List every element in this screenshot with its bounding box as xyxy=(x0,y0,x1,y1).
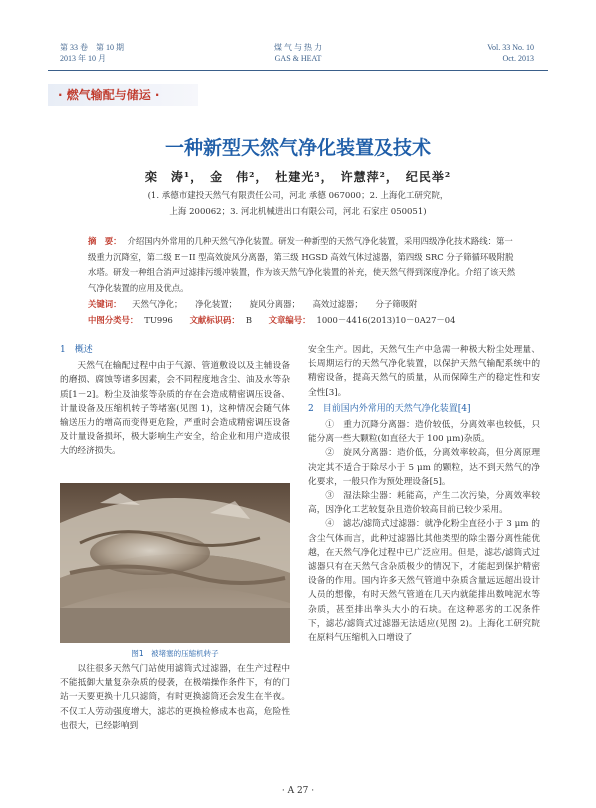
list-item: ② 旋风分离器：造价低，分离效率较高，但分离原理决定其不适合于除尽小于 5 μm 的颗粒，达不到天然气的净化要求，一般只作为预处理设备[5]。 xyxy=(308,448,540,487)
article-number-value: 1000－4416(2013)10－0A27－04 xyxy=(316,314,456,325)
journal-name-en: GAS & HEAT xyxy=(274,54,322,63)
keyword-item: 旋风分离器； xyxy=(249,299,300,309)
paragraph: 以往很多天然气门站使用滤筒式过滤器，在生产过程中不能抵御大量复杂杂质的侵袭，在极端操作条件下，有的门站一天要更换十几只滤筒，有时更换滤筒还会发生在半夜。不仅工人劳动强度增大，滤芯的更换检修成本也高，危险性也很大，已经影响到 xyxy=(60,664,290,731)
volume-issue-en: Vol. 33 No. 10 xyxy=(487,43,534,52)
keyword-item: 净化装置； xyxy=(195,299,237,309)
abstract-label: 摘 要： xyxy=(88,236,122,246)
section-heading: 1 概述 xyxy=(60,345,93,355)
keywords-label: 关键词： xyxy=(88,299,122,309)
figure-compressor-rotor xyxy=(60,483,290,643)
affiliation-line: 上海 200062；3. 河北机械进出口有限公司，河北 石家庄 050051) xyxy=(169,207,427,217)
journal-volume-en xyxy=(487,42,534,64)
affiliations xyxy=(80,188,516,220)
right-column xyxy=(308,343,540,645)
journal-name-cn: 煤 气 与 热 力 xyxy=(274,43,322,52)
issue-date: 2013 年 10 月 xyxy=(60,54,106,63)
volume-issue: 第 33 卷 第 10 期 xyxy=(60,43,124,52)
abstract xyxy=(88,234,518,296)
page-number: · A 27 · xyxy=(281,786,315,796)
section-tag: · 燃气输配与储运 · xyxy=(48,84,198,106)
affiliation-line: (1. 承德市建投天然气有限责任公司，河北 承德 067000；2. 上海化工研究院， xyxy=(147,191,449,201)
doc-code-label: 文献标识码： xyxy=(189,314,240,325)
figure-caption: 图1 被堵塞的压缩机转子 xyxy=(131,649,219,658)
author-list: 栾 涛¹， 金 伟²， 杜建光³， 许慧萍²， 纪民举² xyxy=(144,170,452,184)
clc-value: TU996 xyxy=(144,314,173,325)
left-column-continued xyxy=(60,662,290,733)
paragraph: 安全生产。因此，天然气生产中急需一种极大粉尘处理量、长周期运行的天然气净化装置，以保护天然气输配系统中的精密设备，提高天然气的质量，从而保障生产的稳定性和安全性[3]。 xyxy=(308,345,540,398)
section-heading: 2 目前国内外常用的天然气净化装置[4] xyxy=(308,403,471,414)
header-divider xyxy=(48,70,548,71)
keyword-item: 分子筛吸附 xyxy=(375,299,418,309)
list-item: ① 重力沉降分离器：造价较低，分离效率也较低，只能分离一些大颗粒(如直径大于 100 μm)杂质。 xyxy=(308,420,540,445)
list-item: ④ 滤芯/滤筒式过滤器：就净化粉尘直径小于 3 μm 的含尘气体而言，此种过滤器比其他类型的除尘器分离性能优越，在天然气净化过程中已广泛应用。但是，滤芯/滤筒式过滤器只有在天然气含杂质极少的情况下，才能起到保护精密设备的作用。国内许多天然气管道中杂质含量远远超出设计人员的想像，有时天然气管道在几天内就能排出数吨泥水等杂质，甚至排出拳头大小的石块。在这种恶劣的工况条件下，滤芯/滤筒式过滤器无法适应(见图 2)。上海化工研究院在原料气压缩机入口增设了 xyxy=(308,519,540,644)
abstract-text: 介绍国内外常用的几种天然气净化装置。研发一种新型的天然气净化装置，采用四级净化技术路线：第一级重力沉降室，第二级 E－II 型高效旋风分离器，第三级 HGSD 高效气体过滤器，第四级 SRC 分子筛循环吸附脱水塔。研发一种组合消声过滤排污缓冲装置，作为该天然气净化装置的补充，使天然气得到深度净化。介绍了该天然气净化装置的应用及优点。 xyxy=(88,236,516,293)
list-item: ③ 湿法除尘器：耗能高，产生二次污染，分离效率较高，因净化工艺较复杂且造价较高目前已较少采用。 xyxy=(308,491,540,516)
issue-date-en: Oct. 2013 xyxy=(502,54,534,63)
abstract-block xyxy=(88,234,518,328)
article-title: 一种新型天然气净化装置及技术 xyxy=(164,137,431,159)
keywords xyxy=(88,297,518,313)
keyword-item: 天然气净化； xyxy=(132,299,183,309)
rotor-photo xyxy=(60,483,290,643)
left-column xyxy=(60,343,290,459)
classification-info xyxy=(88,313,518,329)
clc-label: 中图分类号： xyxy=(88,314,139,325)
keyword-item: 高效过滤器； xyxy=(312,299,363,309)
doc-code-value: B xyxy=(245,314,252,325)
article-number-label: 文章编号： xyxy=(268,314,311,325)
paragraph: 天然气在输配过程中由于气源、管道敷设以及主辅设备的磨损、腐蚀等诸多因素，会不同程度地含尘、油及水等杂质[1－2]。粉尘及油浆等杂质的存在会造成精密调压设备、计量设备及压缩机转子等堵塞(见图 1)，这种情况会随气体输送压力的增高而变得更危险，严重时会造成精密调压设备及计量设备损坏，极大影响生产安全，给企业和用户造成很大的经济损失。 xyxy=(60,361,290,457)
